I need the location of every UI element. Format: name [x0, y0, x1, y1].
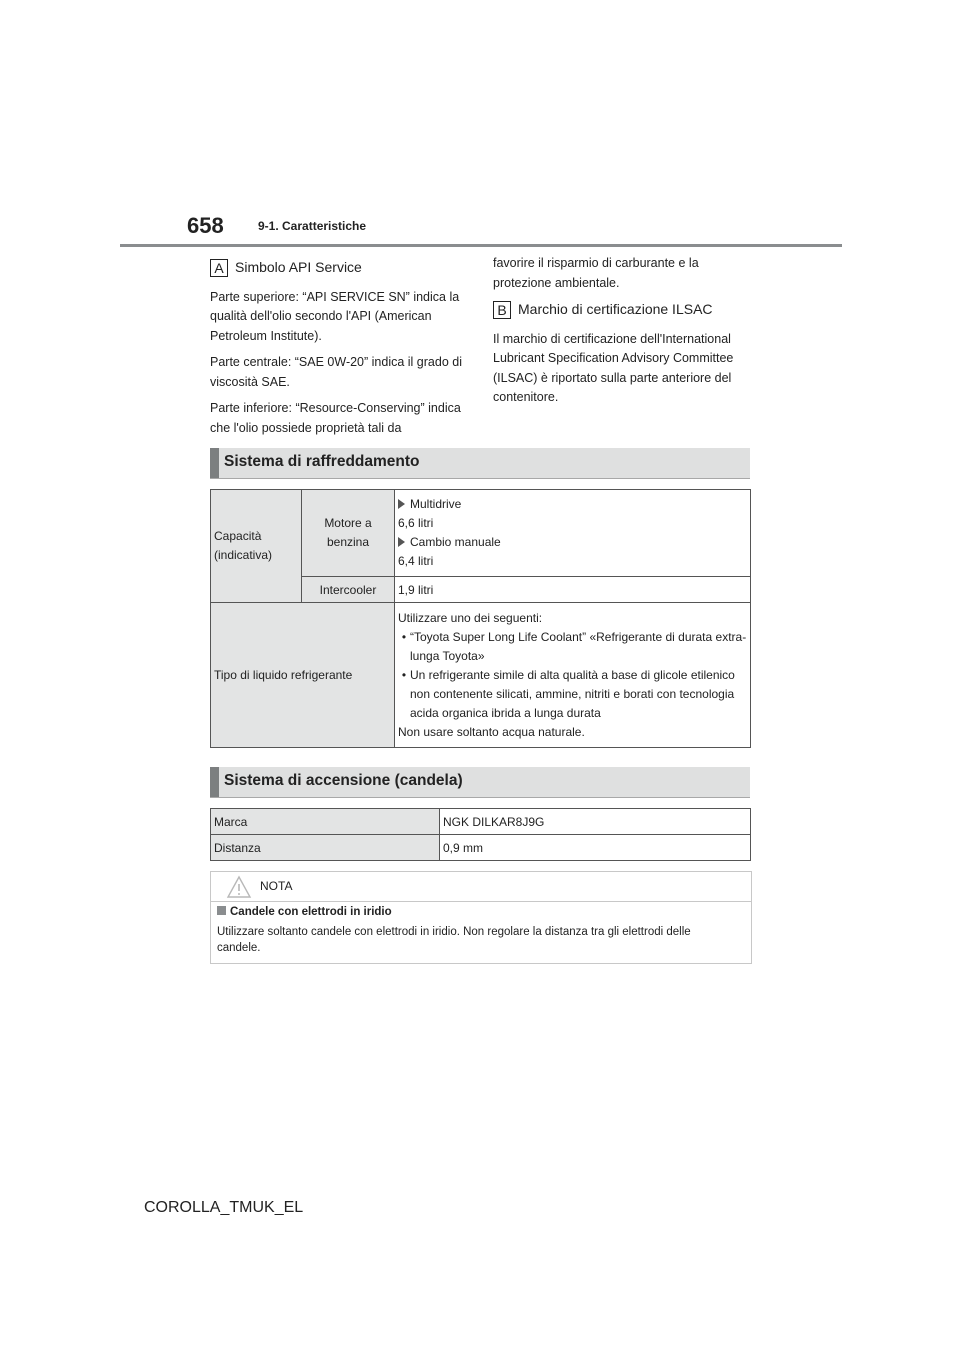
note-heading-text: Candele con elettrodi in iridio	[230, 906, 392, 918]
paragraph: favorire il risparmio di carburante e la protezione ambientale.	[493, 256, 699, 290]
cooling-table	[210, 489, 751, 748]
engine-values	[395, 490, 751, 577]
section-band-ignition	[210, 767, 750, 798]
note-heading	[217, 906, 392, 918]
coolant-intro: Utilizzare uno dei seguenti:	[398, 610, 543, 625]
ignition-table	[210, 808, 751, 861]
band-marker	[210, 448, 219, 478]
paragraph: Parte inferiore: “Resource-Conserving” indica che l'olio possiede proprietà tali da	[210, 401, 461, 435]
subheading-ilsac	[493, 300, 751, 320]
multidrive-label: Multidrive	[410, 497, 462, 511]
intercooler-value: 1,9 litri	[395, 577, 751, 603]
paragraph: Parte centrale: “SAE 0W-20” indica il grado di viscosità SAE.	[210, 355, 462, 389]
left-column	[210, 258, 465, 445]
header-divider	[120, 244, 842, 247]
subheading-ilsac-text: Marchio di certificazione ILSAC	[518, 301, 713, 317]
note-label: NOTA	[260, 879, 293, 893]
brand-label: Marca	[211, 809, 440, 835]
subheading-api	[210, 258, 465, 278]
brand-value: NGK DILKAR8J9G	[440, 809, 751, 835]
note-text: Utilizzare soltanto candele con elettrodi in iridio. Non regolare la distanza tra gli elettrodi delle candele.	[217, 926, 691, 954]
triangle-bullet-icon	[398, 499, 405, 509]
table-row	[211, 835, 751, 861]
triangle-bullet-icon	[398, 537, 405, 547]
note-header	[211, 872, 751, 902]
engine-label: Motore a benzina	[302, 490, 395, 577]
footer-code: COROLLA_TMUK_EL	[144, 1199, 304, 1216]
manual-label: Cambio manuale	[410, 535, 501, 549]
subheading-api-text: Simbolo API Service	[235, 259, 362, 275]
square-bullet-icon	[217, 906, 226, 915]
paragraph: Parte superiore: “API SERVICE SN” indica la qualità dell'olio secondo l'API (American Petroleum Institute).	[210, 289, 460, 343]
gap-value: 0,9 mm	[440, 835, 751, 861]
coolant-outro: Non usare soltanto acqua naturale.	[398, 724, 585, 739]
intercooler-label: Intercooler	[302, 577, 395, 603]
page-number: 658	[187, 213, 224, 238]
capacity-label: Capacità (indicativa)	[211, 490, 302, 603]
section-title-ignition: Sistema di accensione (candela)	[224, 772, 463, 789]
band-marker	[210, 767, 219, 797]
list-item: • Un refrigerante simile di alta qualità a base di glicole etilenico non contenente silicati, ammine, nitriti e borati con tecnologia acida organica ibrida a lunga durata	[398, 666, 747, 723]
section-title-cooling: Sistema di raffreddamento	[224, 453, 420, 470]
coolant-item: Un refrigerante simile di alta qualità a base di glicole etilenico non contenente silicati, ammine, nitriti e borati con tecnologia acida organica ibrida a lunga durata	[410, 667, 735, 720]
section-title: 9-1. Caratteristiche	[258, 219, 367, 233]
table-row	[211, 809, 751, 835]
label-a-box: A	[210, 259, 228, 277]
coolant-label: Tipo di liquido refrigerante	[211, 603, 395, 748]
section-band-cooling	[210, 448, 750, 479]
multidrive-value: 6,6 litri	[398, 516, 434, 530]
note-box	[210, 871, 752, 964]
right-column	[493, 254, 751, 415]
label-b-box: B	[493, 301, 511, 319]
list-item: • “Toyota Super Long Life Coolant” «Refrigerante di durata extra-lunga Toyota»	[398, 628, 747, 666]
coolant-values	[395, 603, 751, 748]
warning-icon	[226, 875, 252, 899]
coolant-item: “Toyota Super Long Life Coolant” «Refrigerante di durata extra-lunga Toyota»	[410, 629, 747, 663]
paragraph: Il marchio di certificazione dell'International Lubricant Specification Advisory Committee (ILSAC) è riportato sulla parte anteriore del contenitore.	[493, 331, 734, 404]
manual-value: 6,4 litri	[398, 554, 434, 568]
gap-label: Distanza	[211, 835, 440, 861]
